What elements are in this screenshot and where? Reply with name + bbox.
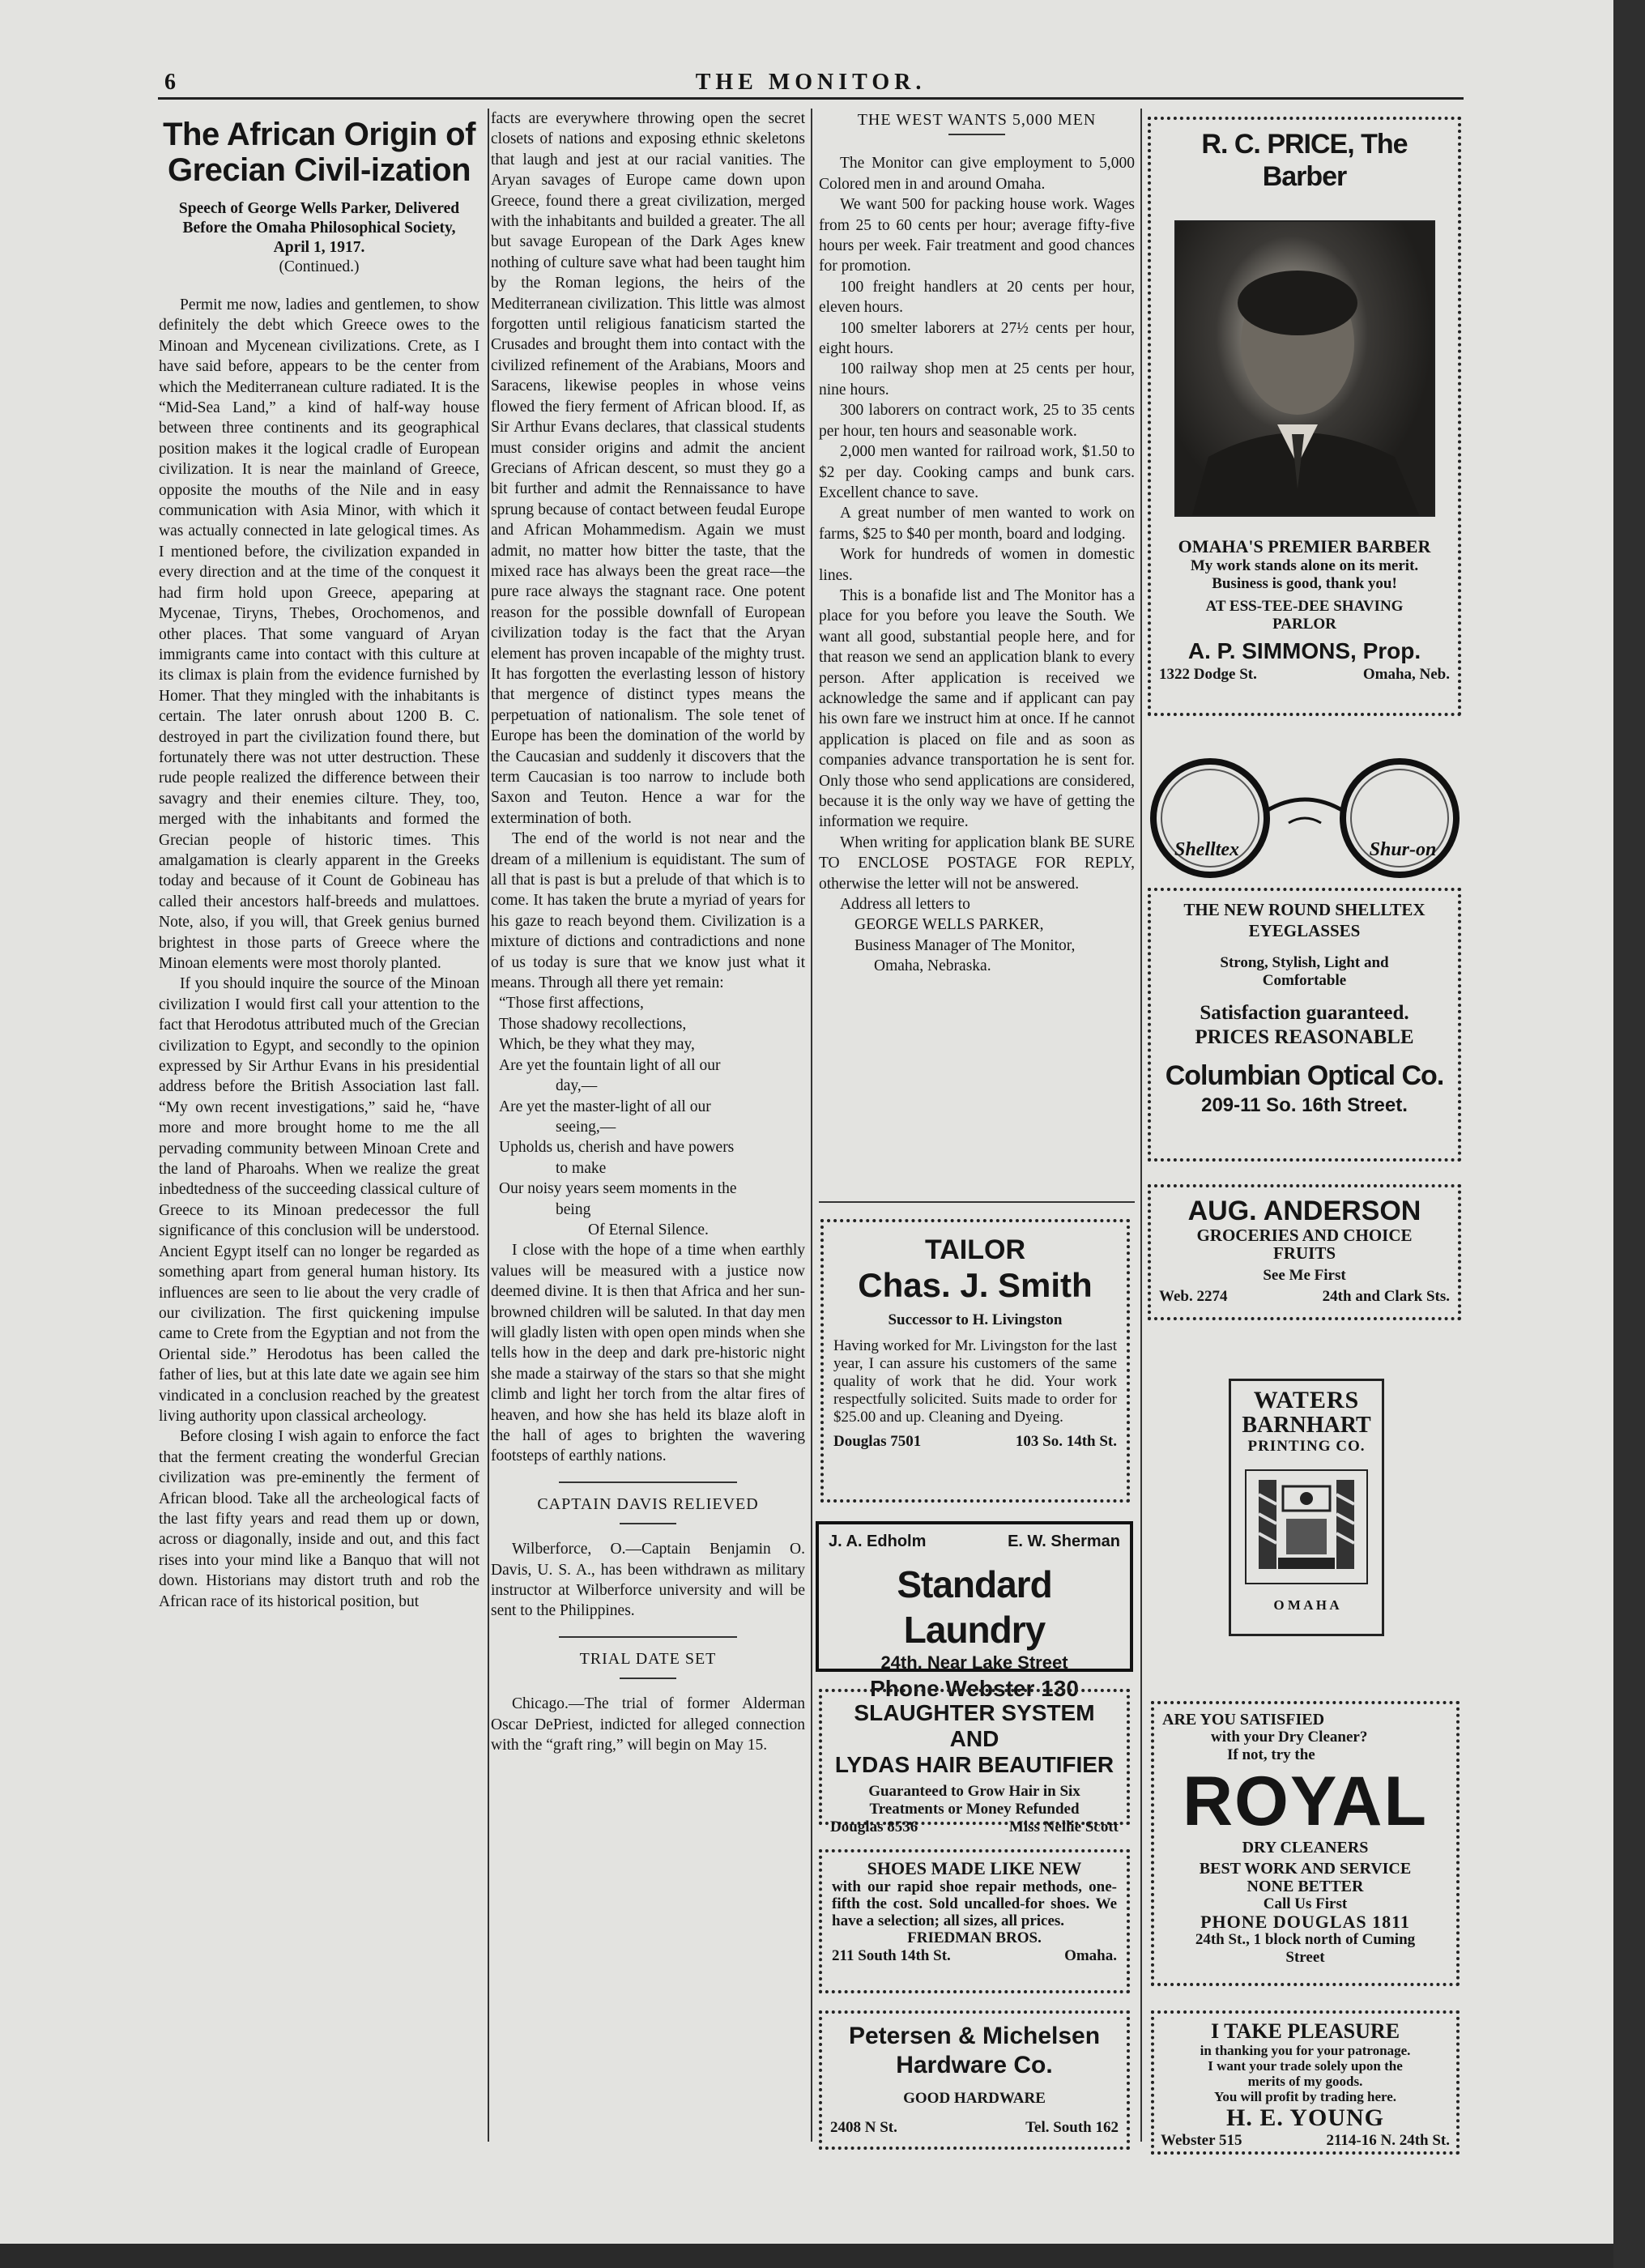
poem-line: Of Eternal Silence.: [588, 1221, 709, 1238]
shoes-city: Omaha.: [1064, 1947, 1117, 1964]
masthead-title: THE MONITOR.: [695, 70, 927, 95]
tailor-address: 103 So. 14th St.: [1015, 1433, 1117, 1450]
optical-name: Columbian Optical Co.: [1165, 1060, 1444, 1091]
address-role: Business Manager of The Monitor,: [854, 936, 1076, 954]
tailor-kicker: TAILOR: [924, 1234, 1025, 1265]
west-column: [819, 105, 1135, 1195]
hair-line1: SLAUGHTER SYSTEM AND: [854, 1700, 1095, 1751]
young-footer: [1161, 2132, 1450, 2150]
barber-line3: AT ESS-TEE-DEE SHAVING: [1205, 598, 1404, 615]
shoes-firm: FRIEDMAN BROS.: [907, 1929, 1042, 1946]
article-column-1: [159, 109, 479, 2150]
poem-line: Are yet the fountain light of all our: [499, 1056, 721, 1074]
grocer-address: 24th and Clark Sts.: [1322, 1288, 1450, 1305]
royal-name: ROYAL: [1182, 1763, 1429, 1840]
printing-ad: [1229, 1379, 1384, 1636]
page-number: 6: [164, 70, 176, 95]
printing-city: O M A H A: [1273, 1597, 1340, 1613]
byline-text: Speech of George Wells Parker, Delivered Before the Omaha Philosophical Society, April 1, 1917.: [178, 200, 460, 256]
hardware-phone: Tel. South 162: [1025, 2119, 1119, 2136]
continued-note: (Continued.): [279, 258, 360, 275]
west-paragraph: When writing for application blank BE SURE TO ENCLOSE POSTAGE FOR REPLY, otherwise the letter will not be answered.: [819, 833, 1135, 893]
grocer-phone: Web. 2274: [1159, 1288, 1228, 1305]
optical-line3: Strong, Stylish, Light and: [1220, 954, 1389, 971]
west-paragraph: 2,000 men wanted for railroad work, $1.50 to $2 per day. Cooking camps and bunk cars. Excellent chance to save.: [819, 443, 1135, 501]
davis-headline: CAPTAIN DAVIS RELIEVED: [537, 1494, 759, 1513]
hair-line2: LYDAS HAIR BEAUTIFIER: [834, 1752, 1114, 1777]
portrait-figure: [1176, 222, 1434, 515]
west-paragraph: We want 500 for packing house work. Wages from 25 to 60 cents per hour; average fifty-five hours per week. Fair treatment and good chances for promotion.: [819, 196, 1135, 275]
hair-footer: [830, 1818, 1119, 1836]
grocer-line2: FRUITS: [1272, 1243, 1336, 1263]
poem-block: [491, 993, 805, 1240]
barber-line1: My work stands alone on its merit.: [1190, 557, 1419, 574]
left-lens-label: Shelltex: [1174, 839, 1240, 860]
address-city: Omaha, Nebraska.: [874, 957, 991, 975]
grocer-name: AUG. ANDERSON: [1187, 1196, 1421, 1226]
printing-line2: BARNHART: [1242, 1413, 1371, 1438]
grocer-line1: GROCERIES AND CHOICE: [1196, 1226, 1413, 1245]
page-header: [158, 68, 1464, 100]
young-line2: I want your trade solely upon the: [1208, 2058, 1403, 2074]
young-phone: Webster 515: [1161, 2132, 1242, 2149]
barber-footer: [1159, 666, 1450, 684]
barber-tagline: OMAHA'S PREMIER BARBER: [1178, 536, 1431, 556]
tailor-body: Having worked for Mr. Livingston for the last year, I can assure his customers of the same quality of work that he did. Your work respectfully solicited. Suits made to order for $25.00 and up. Cleaning and Dyeing.: [833, 1337, 1117, 1426]
bridge: [1265, 799, 1345, 812]
hair-phone: Douglas 8536: [830, 1818, 918, 1835]
section-rule: [948, 134, 1005, 135]
section-rule: [819, 1201, 1135, 1203]
grocer-line3: See Me First: [1263, 1267, 1346, 1284]
shoes-body: with our rapid shoe repair methods, one-fifth the cost. Sold uncalled-for shoes. We have a selection; all sizes, all prices.: [832, 1878, 1117, 1929]
trial-body: Chicago.—The trial of former Alderman Oscar DePriest, indicted for alleged connection with the “graft ring,” will begin on May 15.: [491, 1695, 805, 1754]
west-paragraph: This is a bonafide list and The Monitor has a place for you before you leave the South. We want all good, substantial people here, and for that reason we send an application blank to every person. After application is received we acknowledge the same and if applicant can pay his own fare we instruct him at once. If he cannot application is placed on file and as soon as companies advance transportation he is sent for. Only those who send applications are considered, because it is the only way we have of getting the information we require.: [819, 586, 1135, 831]
poem-line: Those shadowy recollections,: [499, 1015, 687, 1033]
tailor-footer: [833, 1433, 1117, 1451]
hardware-line2: Hardware Co.: [896, 2052, 1053, 2078]
optical-line4: Comfortable: [1262, 972, 1347, 989]
eyeglasses-illustration: [1147, 748, 1464, 886]
hair-proprietor: Miss Nellie Scott: [1008, 1818, 1119, 1835]
young-name: H. E. YOUNG: [1226, 2104, 1384, 2131]
article-paragraph: I close with the hope of a time when earthly values will be measured with a justice now deemed divine. It is then that Africa and her sun-browned children will be saluted. In that day men will gladly listen with open open minds when she tells how in the deep and dark pre-historic night she made a stairway of the stars so that she might climb and light her torch from the altar fires of heaven, and how she has held its blaze aloft in the hall of ages to brighten the wavering footsteps of earthly nations.: [491, 1242, 805, 1465]
optical-line6: PRICES REASONABLE: [1195, 1026, 1414, 1048]
laundry-address: 24th, Near Lake Street: [880, 1652, 1068, 1673]
hardware-address: 2408 N St.: [830, 2119, 897, 2136]
article-paragraph: Before closing I wish again to enforce the fact that the ferment creating the wonderful Grecian civilization was pre-eminently the ferment of African blood. Take all the archeological facts of the last fifty years and read them up or down, across or diagonally, inside and out, and this fact rises into your mind like a Banquo that will not down. Historians may distort truth and rob the African race of its historical position, but: [159, 1428, 479, 1610]
west-paragraph: Work for hundreds of women in domestic lines.: [819, 546, 1135, 584]
laundry-ad: [816, 1521, 1133, 1701]
young-line1: in thanking you for your patronage.: [1200, 2043, 1411, 2058]
optical-ad: [1148, 888, 1461, 1162]
article-paragraph: If you should inquire the source of the Minoan civilization I would first call your attention to the fact that Herodotus attributed much of the Grecian civilization to Egypt, and secondly to the opinion expressed by Sir Arthur Evans in his presidential address before the British Association last fall. “My own recent investigations,” said he, “have more and more brought home to me the all pervading community between Minoan Crete and the land of Pharoahs. When we realize the great inbedtedness of the succeeding classical culture of Greece to its Minoan predecessor the full significance of this conclusion will be understood. Ancient Egypt itself can no longer be regarded as something apart from general human history. Its influences are seen to lie about the very cradle of our civilization. The first quickening impulse came to Crete from the Egyptian and not from the Oriental side.” Herodotus has been called the father of lies, but at this late date we again see him vindicated in a conclusion reached by the greatest living authority upon classical archeology.: [159, 975, 479, 1425]
optical-address: 209-11 So. 16th Street.: [1201, 1094, 1408, 1116]
shoes-title: SHOES MADE LIKE NEW: [867, 1858, 1082, 1878]
royal-line4: DRY CLEANERS: [1242, 1839, 1369, 1857]
poem-line: “Those first affections,: [499, 995, 644, 1013]
scan-edge-right: [1613, 0, 1645, 2268]
optical-line5: Satisfaction guaranteed.: [1200, 1002, 1409, 1024]
barber-title: R. C. PRICE, The Barber: [1201, 129, 1408, 192]
barber-address: 1322 Dodge St.: [1159, 666, 1257, 683]
tailor-name: Chas. J. Smith: [858, 1266, 1093, 1304]
laundry-owner-right: E. W. Sherman: [1008, 1533, 1120, 1550]
young-address: 2114-16 N. 24th St.: [1326, 2132, 1450, 2149]
royal-ad: [1151, 1701, 1460, 1986]
hair-line4: Treatments or Money Refunded: [869, 1801, 1080, 1818]
royal-line2: with your Dry Cleaner?: [1211, 1729, 1368, 1746]
column-rule-2: [811, 109, 812, 2142]
poem-line: to make: [556, 1159, 607, 1177]
section-rule: [620, 1523, 676, 1524]
address-name: GEORGE WELLS PARKER,: [854, 916, 1044, 934]
young-title: I TAKE PLEASURE: [1210, 2019, 1400, 2043]
article-column-2: [491, 109, 805, 2150]
section-rule: [559, 1636, 737, 1638]
tailor-ad: [820, 1219, 1130, 1503]
west-address: [819, 914, 1135, 976]
poem-line: being: [556, 1200, 591, 1218]
laundry-name: Standard Laundry: [897, 1563, 1052, 1651]
poem-line: Our noisy years seem moments in the: [499, 1180, 737, 1198]
shoes-address: 211 South 14th St.: [832, 1947, 951, 1964]
tailor-phone: Douglas 7501: [833, 1433, 922, 1450]
trial-headline: TRIAL DATE SET: [579, 1649, 717, 1668]
tailor-successor: Successor to H. Livingston: [888, 1311, 1063, 1328]
laundry-owner-left: J. A. Edholm: [829, 1533, 927, 1550]
header-rule: [158, 97, 1464, 100]
young-line4: You will profit by trading here.: [1213, 2089, 1397, 2104]
barber-ad: [1148, 117, 1461, 716]
laundry-owners: [829, 1531, 1120, 1552]
poem-line: Which, be they what they may,: [499, 1036, 695, 1054]
barber-portrait: [1174, 220, 1435, 517]
west-paragraph: 100 smelter laborers at 27½ cents per hour, eight hours.: [819, 319, 1135, 358]
column-rule-1: [488, 109, 489, 2142]
royal-line3: If not, try the: [1227, 1746, 1315, 1763]
west-paragraph: 100 railway shop men at 25 cents per hour, nine hours.: [819, 360, 1135, 399]
barber-city: Omaha, Neb.: [1362, 666, 1450, 683]
right-lens-label: Shur-on: [1369, 839, 1437, 860]
hardware-footer: [830, 2119, 1119, 2137]
laundry-phone: Phone Webster 130: [870, 1676, 1079, 1701]
hair-line3: Guaranteed to Grow Hair in Six: [868, 1783, 1080, 1800]
west-paragraph: The Monitor can give employment to 5,000 Colored men in and around Omaha.: [819, 155, 1135, 193]
west-headline: THE WEST WANTS 5,000 MEN: [857, 111, 1097, 129]
printing-line3: PRINTING CO.: [1247, 1438, 1366, 1455]
hair-ad: [819, 1689, 1130, 1835]
poem-line: day,—: [556, 1077, 598, 1095]
shoes-ad: [819, 1849, 1130, 1993]
young-line3: merits of my goods.: [1247, 2074, 1363, 2089]
article-paragraph: The end of the world is not near and the dream of a millenium is equidistant. The sum of all that is past is but a prelude of that which is to come. It has taken the brute a myriad of years for his gaze to reach beyond them. Civilization is a mixture of dictions and contradictions and none of us today is sure that we know just what it means. Through all there yet remain:: [491, 830, 805, 992]
article-paragraph: facts are everywhere throwing open the secret closets of nations and exposing ethnic skeletons that laugh and jest at our racial vanities. The Aryan savages of Europe came down upon Greece, found there a great civilization, merged with the inhabitants and builded a greater. The all but savage European of the Dark Ages knew nothing of culture save what had been taught him by the Roman legions, the heirs of the Mediterranean civilization. This little was almost forgotten until religious fanaticism started the Crusades and brought them into contact with the civilized refinement of the Arabians, Moors and Saracens, likewise peoples in whose veins flowed the fiery ferment of African blood. If, as Sir Arthur Evans declares, that classical students must consider origins and admit the ancient Grecians of African descent, so must they go a bit further and admit the Rennaissance to have sprung because of contact between feudal Europe and African Mohammedism. Again we must admit, no matter how bitter the taste, that the mixed race has always been the great race—the pure race always the stagnant race. One potent reason for the possible downfall of European civilization today is the fact that the Aryan element has proven incapable of the mighty trust. It has forgotten the everlasting lesson of history that mergence of distinct types means the perpetuation of nationalism. The sole tenet of Europe has been the domination of the world by the Caucasian and suddenly it discovers that the term Caucasian is too narrow to include both Saxon and Teuton. Hence a war for the extermination of both.: [491, 110, 805, 827]
article-paragraph: Permit me now, ladies and gentlemen, to show definitely the debt which Greece owes to the Minoan and Mycenean civilizations. Crete, as I have said before, appears to be the center from which the Mediterranean culture radiated. It is the “Mid-Sea Land,” a kind of half-way house between three continents and its geographical position makes it the logical cradle of European civilization. It is near the mainland of Greece, opposite the mouths of the Nile and in easy communication with Asia Minor, with which it was actually connected in late gelogical times. As I mentioned before, the civilization expanded in every direction and at the time of the conquest it had firm hold upon Greece, apeparing at Mycenae, Tiryns, Thebes, Orochomenos, and other places. That some vanguard of Aryan immigrants came into contact with this culture at its climax is plain from the evidence furnished by Homer. That they mingled with the inhabitants is certain. The later onrush about 1200 B. C. destroyed in part the civilization found there, but fortunately there was not utter destruction. These rude people realized the difference between their savagry and their enemies cilture. They, too, merged with the inhabitants and formed the Grecian people of historic times. This amalgamation is clearly apparent in the Greeks today and because of it Count de Gobineau has called their ancestors half-breeds and mulattoes. Note, also, if you will, that Greek genius burned brightest in those parts of Greece where the Minoan elements were most thoroly planted.: [159, 296, 479, 972]
young-ad: [1151, 2010, 1460, 2155]
shoes-footer: [832, 1947, 1117, 1965]
royal-phone: PHONE DOUGLAS 1811: [1200, 1912, 1410, 1932]
optical-line1: THE NEW ROUND SHELLTEX: [1183, 900, 1426, 919]
west-paragraph: 100 freight handlers at 20 cents per hour, eleven hours.: [819, 278, 1135, 317]
royal-line7: Call Us First: [1263, 1895, 1348, 1912]
section-rule: [559, 1481, 737, 1483]
royal-line5: BEST WORK AND SERVICE: [1199, 1860, 1412, 1878]
royal-line1: ARE YOU SATISFIED: [1162, 1711, 1325, 1729]
west-address-intro: Address all letters to: [840, 896, 970, 914]
section-rule: [620, 1678, 676, 1679]
royal-line6: NONE BETTER: [1247, 1878, 1364, 1895]
grocer-ad: [1148, 1184, 1461, 1320]
royal-line9: Street: [1285, 1949, 1325, 1966]
poem-line: seeing,—: [556, 1118, 616, 1136]
poem-line: Upholds us, cherish and have powers: [499, 1139, 735, 1157]
barber-line4: PARLOR: [1272, 616, 1336, 633]
column-rule-3: [1140, 109, 1142, 2142]
barber-line2: Business is good, thank you!: [1212, 575, 1397, 592]
poem-line: Are yet the master-light of all our: [499, 1098, 711, 1115]
printing-line1: WATERS: [1253, 1387, 1360, 1413]
printing-press-icon: [1238, 1462, 1375, 1592]
barber-prop: A. P. SIMMONS, Prop.: [1187, 638, 1421, 663]
scan-edge-bottom: [0, 2244, 1613, 2268]
hardware-ad: [819, 2010, 1130, 2150]
hardware-line1: Petersen & Michelsen: [848, 2023, 1101, 2049]
optical-line2: EYEGLASSES: [1248, 921, 1361, 940]
royal-line8: 24th St., 1 block north of Cuming: [1195, 1931, 1416, 1948]
davis-body: Wilberforce, O.—Captain Benjamin O. Davis, U. S. A., has been withdrawn as military instructor at Wilberforce university and will be sent to the Philippines.: [491, 1541, 805, 1620]
west-paragraph: 300 laborers on contract work, 25 to 35 cents per hour, ten hours and seasonable work.: [819, 402, 1135, 440]
article-headline: The African Origin of Grecian Civil-ization: [163, 117, 475, 188]
hardware-tag: GOOD HARDWARE: [903, 2090, 1046, 2107]
west-paragraph: A great number of men wanted to work on farms, $25 to $40 per month, board and lodging.: [819, 505, 1135, 543]
article-byline: [165, 199, 473, 277]
grocer-footer: [1159, 1288, 1450, 1306]
